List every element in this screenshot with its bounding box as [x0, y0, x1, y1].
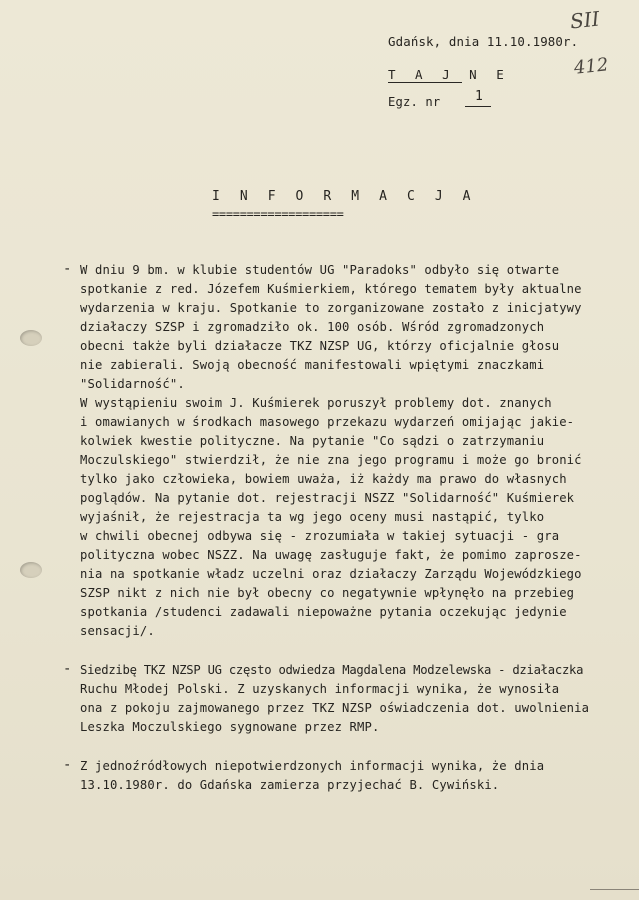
text-line: 13.10.1980r. do Gdańska zamierza przyjechać B. Cywiński.	[80, 778, 500, 792]
text-line: "Solidarność".	[80, 377, 185, 391]
text-line: Z jednoźródłowych niepotwierdzonych informacji wynika, że dnia	[80, 759, 545, 773]
document-title: I N F O R M A C J A	[212, 189, 477, 204]
bullet-1: -	[63, 261, 72, 277]
text-line: W dniu 9 bm. w klubie studentów UG "Paradoks" odbyło się otwarte	[80, 263, 560, 277]
text-line: wyjaśnił, że rejestracja ta wg jego oceny musi nastąpić, tylko	[80, 510, 545, 524]
classification-underline	[388, 82, 462, 83]
text-line: obecni także byli działacze TKZ NZSP UG, którzy oficjalnie głosu	[80, 339, 560, 353]
text-line: działaczy SZSP i zgromadziło ok. 100 osób. Wśród zgromadzonych	[80, 320, 545, 334]
bullet-2: -	[63, 661, 72, 677]
text-line: W wystąpieniu swoim J. Kuśmierek poruszył problemy dot. znanych	[80, 396, 552, 410]
text-line: i omawianych w środkach masowego przekazu wydarzeń omijając jakie-	[80, 415, 575, 429]
bullet-3: -	[63, 757, 72, 773]
punch-hole	[20, 330, 42, 346]
text-line: Leszka Moczulskiego sygnowane przez RMP.	[80, 720, 380, 734]
text-line: polityczna wobec NSZZ. Na uwagę zasługuje fakt, że pomimo zaprosze-	[80, 548, 582, 562]
text-line: spotkania /studenci zadawali niepoważne pytania oczekując jedynie	[80, 605, 567, 619]
title-underline: ===================	[212, 207, 344, 221]
place-date: Gdańsk, dnia 11.10.1980r.	[388, 34, 579, 49]
text-line: Ruchu Młodej Polski. Z uzyskanych informacji wynika, że wynosiła	[80, 682, 560, 696]
text-line: wydarzenia w kraju. Spotkanie to zorganizowane zostało z inicjatywy	[80, 301, 582, 315]
copy-number-underline	[465, 106, 491, 107]
text-line: Siedzibę TKZ NZSP UG często odwiedza Magdalena Modzelewska - działaczka	[80, 663, 584, 677]
text-line: poglądów. Na pytanie dot. rejestracji NSZZ "Solidarność" Kuśmierek	[80, 491, 575, 505]
text-line: w chwili obecnej odbywa się - zrozumiała w takiej sytuacji - gra	[80, 529, 560, 543]
text-line: nia na spotkanie władz uczelni oraz działaczy Zarządu Wojewódzkiego	[80, 567, 582, 581]
text-line: tylko jako człowieka, bowiem uważa, iż każdy ma prawo do własnych	[80, 472, 567, 486]
handwritten-note: 412	[572, 54, 610, 79]
text-line: ona z pokoju zajmowanego przez TKZ NZSP oświadczenia dot. uwolnienia	[80, 701, 590, 715]
copy-number: 1	[475, 89, 483, 104]
punch-hole	[20, 562, 42, 578]
handwritten-note: SII	[568, 6, 601, 34]
text-line: nie zabierali. Swoją obecność manifestowali wpiętymi znaczkami	[80, 358, 545, 372]
classification-label: T A J N E	[388, 67, 510, 82]
text-line: spotkanie z red. Józefem Kuśmierkiem, którego tematem były aktualne	[80, 282, 582, 296]
text-line: sensacji/.	[80, 624, 155, 638]
page-edge-mark	[590, 889, 639, 890]
copy-label: Egz. nr	[388, 95, 441, 109]
text-line: SZSP nikt z nich nie był obecny co negatywnie wpłynęło na przebieg	[80, 586, 575, 600]
text-line: Moczulskiego" stwierdził, że nie zna jego programu i może go bronić	[80, 453, 582, 467]
text-line: kolwiek kwestie polityczne. Na pytanie "Co sądzi o zatrzymaniu	[80, 434, 545, 448]
